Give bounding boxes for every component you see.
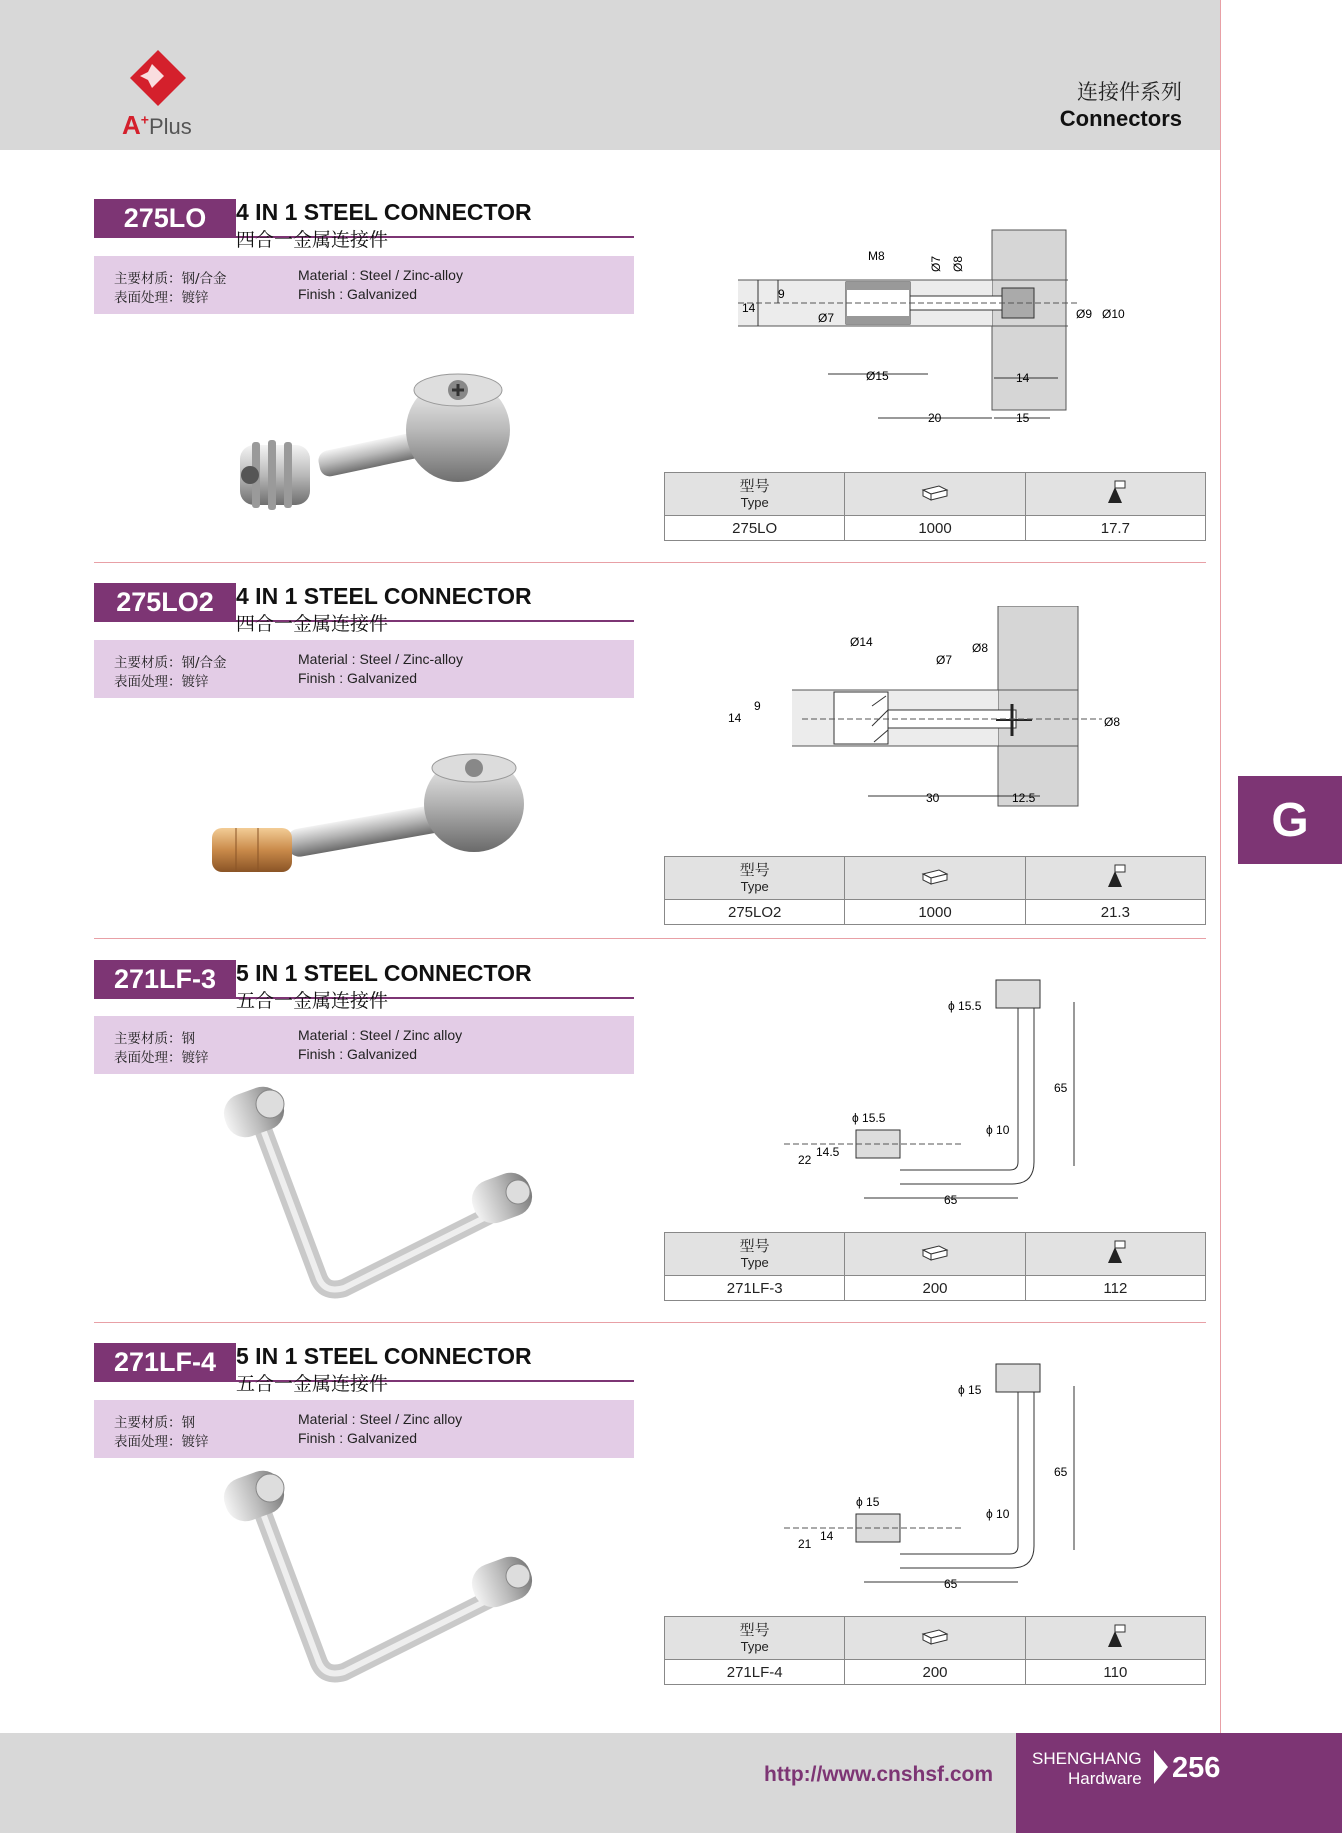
spec-box (94, 1400, 634, 1458)
technical-drawing-271lf4 (784, 1350, 1104, 1600)
dim-h14: 14 (820, 1529, 834, 1543)
dim-d7: Ø7 (929, 255, 943, 272)
brand-name: SHENGHANG (1032, 1749, 1142, 1768)
finish-en: Finish : Galvanized (298, 670, 418, 686)
dim-top-diameter: ϕ 15.5 (948, 999, 982, 1013)
page-arrow-icon (1152, 1748, 1170, 1786)
material-en: Material : Steel / Zinc alloy (298, 1027, 463, 1043)
spec-table (664, 1232, 1206, 1301)
product-code-badge: 271LF-4 (94, 1343, 236, 1381)
type-value: 275LO (665, 516, 845, 541)
technical-drawing-275lo2 (722, 606, 1142, 816)
box-icon (845, 857, 1025, 900)
dim-d15: Ø15 (866, 369, 889, 383)
dim-h65: 65 (1054, 1081, 1068, 1095)
connector-275lo-photo (228, 360, 528, 530)
brand-logo-text: A+Plus (122, 110, 192, 140)
dim-d7b: Ø7 (818, 311, 835, 325)
dim-rod-diameter: ϕ 10 (986, 1123, 1010, 1137)
material-cn: 主要材质：钢 (114, 1031, 195, 1047)
product-title-cn: 四合一金属连接件 (236, 613, 389, 635)
spec-box (94, 640, 634, 698)
product-title-en: 5 IN 1 STEEL CONNECTOR (236, 960, 532, 986)
weight-value: 110 (1025, 1660, 1205, 1685)
product-code-badge: 275LO2 (94, 583, 236, 621)
product-title-en: 4 IN 1 STEEL CONNECTOR (236, 199, 532, 225)
series-title (1060, 76, 1182, 132)
material-en: Material : Steel / Zinc-alloy (298, 651, 463, 667)
dim-h65: 65 (1054, 1465, 1068, 1479)
dim-rod-diameter: ϕ 10 (986, 1507, 1010, 1521)
product-title-cn: 五合一金属连接件 (236, 1373, 389, 1395)
right-margin-line (1220, 0, 1221, 1833)
technical-drawing-271lf3 (784, 966, 1104, 1216)
box-icon (845, 1233, 1025, 1276)
type-value: 271LF-4 (665, 1660, 845, 1685)
dim-bottom-diameter: ϕ 15 (856, 1495, 880, 1509)
product-title-cn: 四合一金属连接件 (236, 229, 389, 251)
material-en: Material : Steel / Zinc alloy (298, 1411, 463, 1427)
dim-l30: 30 (926, 791, 940, 805)
finish-en: Finish : Galvanized (298, 1046, 418, 1062)
dim-l14: 14 (1016, 371, 1030, 385)
dim-m8: M8 (868, 249, 885, 263)
connector-271lf3-photo (218, 1076, 548, 1316)
finish-en: Finish : Galvanized (298, 1430, 418, 1446)
dim-d7: Ø7 (936, 653, 953, 667)
dim-d9: Ø9 (1076, 307, 1093, 321)
product-title-en: 5 IN 1 STEEL CONNECTOR (236, 1343, 532, 1369)
quantity-value: 1000 (845, 900, 1025, 925)
dim-h14: 14 (742, 301, 756, 315)
quantity-value: 1000 (845, 516, 1025, 541)
dim-w65: 65 (944, 1193, 958, 1207)
finish-cn: 表面处理：镀锌 (114, 1050, 209, 1066)
quantity-value: 200 (845, 1660, 1025, 1685)
dim-h14: 14.5 (816, 1145, 840, 1159)
section-separator (94, 938, 1206, 939)
material-cn: 主要材质：钢/合金 (114, 655, 227, 671)
finish-cn: 表面处理：镀锌 (114, 674, 209, 690)
series-title-en: Connectors (1059, 106, 1182, 131)
weight-icon (1025, 1617, 1205, 1660)
connector-275lo2-photo (206, 752, 536, 882)
weight-value: 21.3 (1025, 900, 1205, 925)
section-separator (94, 562, 1206, 563)
type-header: 型号 Type (665, 857, 845, 900)
website-link[interactable]: http://www.cnshsf.com (764, 1763, 994, 1786)
dim-bottom-diameter: ϕ 15.5 (852, 1111, 886, 1125)
spec-table (664, 472, 1206, 541)
dim-h14: 14 (728, 711, 742, 725)
dim-d10: Ø10 (1102, 307, 1125, 321)
material-en: Material : Steel / Zinc-alloy (298, 267, 463, 283)
product-title-en: 4 IN 1 STEEL CONNECTOR (236, 583, 532, 609)
type-header: 型号 Type (665, 1617, 845, 1660)
box-icon (845, 473, 1025, 516)
dim-d8: Ø8 (951, 255, 965, 272)
spec-table (664, 1616, 1206, 1685)
product-title-cn: 五合一金属连接件 (236, 990, 389, 1012)
dim-l20: 20 (928, 411, 942, 425)
box-icon (845, 1617, 1025, 1660)
spec-table (664, 856, 1206, 925)
section-tab-g[interactable]: G (1238, 776, 1342, 864)
dim-l15: 15 (1016, 411, 1030, 425)
weight-value: 17.7 (1025, 516, 1205, 541)
technical-drawing-275lo (738, 226, 1138, 436)
dim-top-diameter: ϕ 15 (958, 1383, 982, 1397)
section-separator (94, 1322, 1206, 1323)
dim-w65: 65 (944, 1577, 958, 1591)
dim-l12: 12.5 (1012, 791, 1036, 805)
weight-icon (1025, 857, 1205, 900)
type-value: 271LF-3 (665, 1276, 845, 1301)
dim-h9: 9 (754, 699, 761, 713)
type-header: 型号 Type (665, 1233, 845, 1276)
product-code-badge: 275LO (94, 199, 236, 237)
finish-cn: 表面处理：镀锌 (114, 290, 209, 306)
dim-h22: 22 (798, 1153, 812, 1167)
spec-box (94, 1016, 634, 1074)
page-number: 256 (1172, 1752, 1221, 1784)
material-cn: 主要材质：钢 (114, 1415, 195, 1431)
dim-d8: Ø8 (972, 641, 989, 655)
finish-en: Finish : Galvanized (298, 286, 418, 302)
brand-subtitle: Hardware (1068, 1769, 1142, 1788)
connector-271lf4-photo (218, 1460, 548, 1700)
weight-value: 112 (1025, 1276, 1205, 1301)
material-cn: 主要材质：钢/合金 (114, 271, 227, 287)
quantity-value: 200 (845, 1276, 1025, 1301)
weight-icon (1025, 473, 1205, 516)
dim-h9: 9 (778, 287, 785, 301)
dim-d8b: Ø8 (1104, 715, 1121, 729)
finish-cn: 表面处理：镀锌 (114, 1434, 209, 1450)
series-title-cn: 连接件系列 (1077, 80, 1182, 104)
type-header: 型号 Type (665, 473, 845, 516)
dim-h21: 21 (798, 1537, 812, 1551)
type-value: 275LO2 (665, 900, 845, 925)
weight-icon (1025, 1233, 1205, 1276)
product-code-badge: 271LF-3 (94, 960, 236, 998)
dim-d14: Ø14 (850, 635, 873, 649)
spec-box (94, 256, 634, 314)
